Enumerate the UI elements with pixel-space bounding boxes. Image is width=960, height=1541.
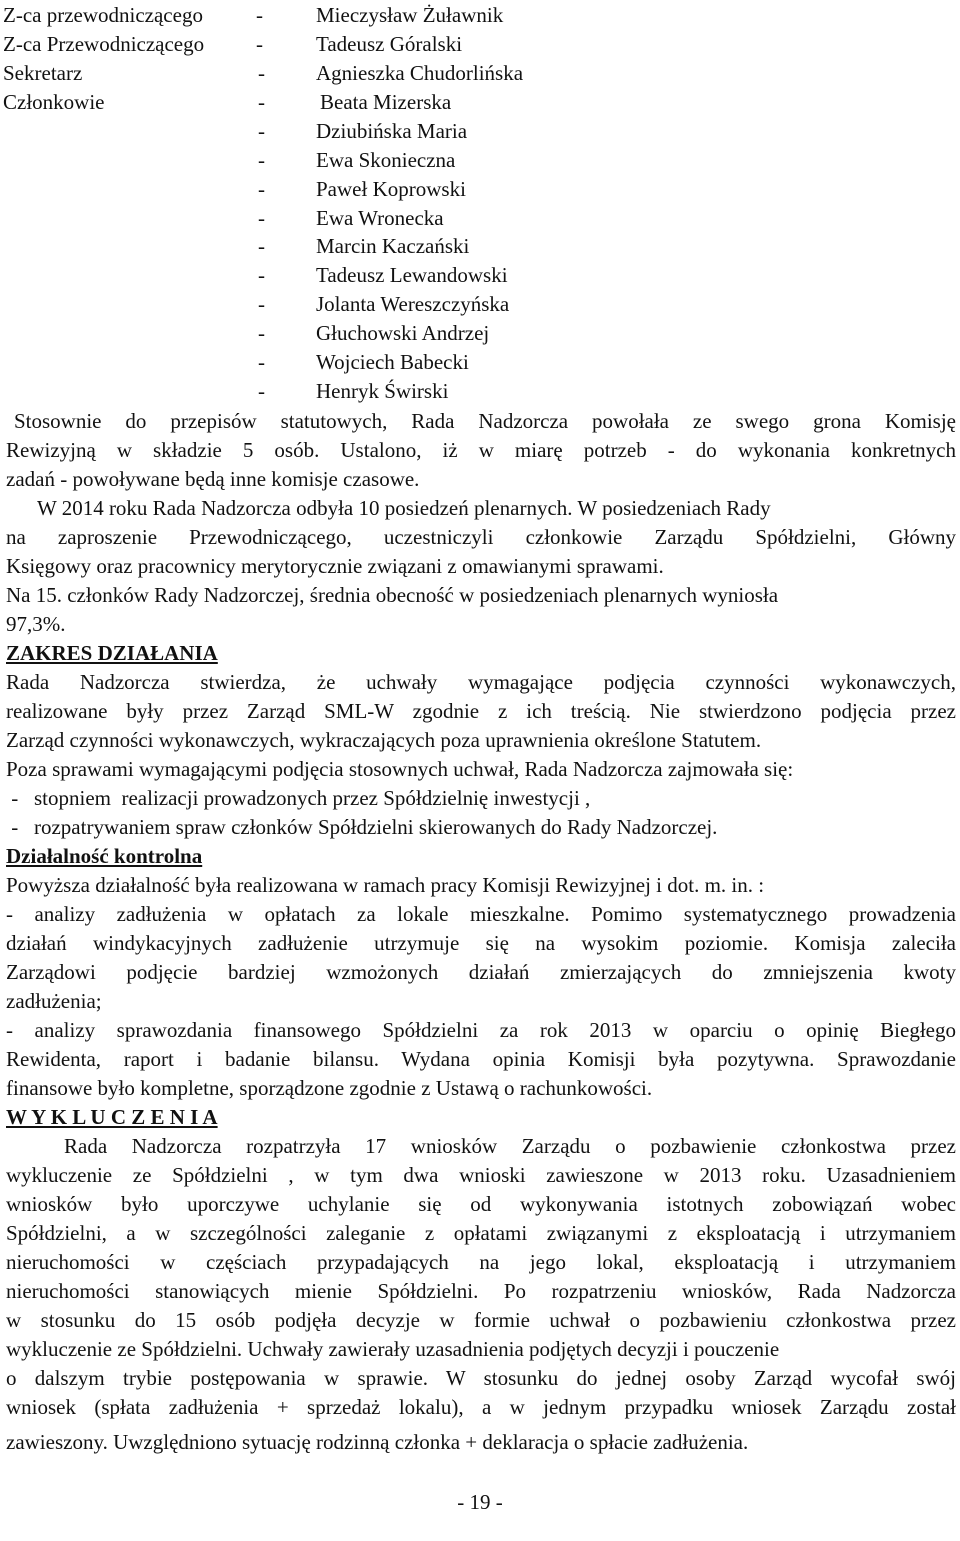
roster-name: Jolanta Wereszczyńska [316,292,510,316]
roster-name: Agnieszka Chudorlińska [316,61,524,85]
roster-role: Sekretarz [3,61,83,85]
text-line: Zarząd czynności wykonawczych, wykraczających poza uprawnienia określone Statutem. [6,728,762,752]
roster-name: Wojciech Babecki [316,350,469,374]
text-line: zadań - powoływane będą inne komisje czasowe. [6,467,420,491]
text-line: 97,3%. [6,612,66,636]
roster-role: Z-ca przewodniczącego [3,3,203,27]
roster-name: Paweł Koprowski [316,177,466,201]
roster-name: Beata Mizerska [320,90,452,114]
list-item: - rozpatrywaniem spraw członków Spółdzielni skierowanych do Rady Nadzorczej. [6,815,718,839]
text-line: Zarządowi podjęcie bardziej wzmożonych działań zmierzających do zmniejszenia kwoty [6,960,956,984]
text-line: wniosków było uporczywe uchylanie się od wykonywania istotnych zobowiązań wobec [6,1192,956,1216]
roster-dash: - [258,321,265,345]
roster-dash: - [258,90,265,114]
text-line: wykluczenie ze Spółdzielni. Uchwały zawierały uzasadnienia podjętych decyzji i pouczenie [6,1337,780,1361]
text-line: działań windykacyjnych zadłużenie utrzymuje się na wysokim poziomie. Komisja zaleciła [6,931,956,955]
roster-name: Głuchowski Andrzej [316,321,490,345]
roster-dash: - [258,263,265,287]
text-line: nieruchomości stanowiących mienie Spółdzielni. Po rozpatrzeniu wniosków, Rada Nadzorcza [6,1279,956,1303]
text-line: Księgowy oraz pracownicy merytorycznie związani z omawianymi sprawami. [6,554,664,578]
section-heading: ZAKRES DZIAŁANIA [6,641,218,665]
text-line: o dalszym trybie postępowania w sprawie. W stosunku do jednej osoby Zarząd wycofał swój [6,1366,956,1390]
page-number: - 19 - [457,1490,503,1514]
text-line: Poza sprawami wymagającymi podjęcia stosownych uchwał, Rada Nadzorcza zajmowała się: [6,757,794,781]
roster-dash: - [256,32,263,56]
roster-dash: - [256,3,263,27]
section-heading: Działalność kontrolna [6,844,203,868]
text-line: Na 15. członków Rady Nadzorczej, średnia obecność w posiedzeniach plenarnych wyniosła [6,583,779,607]
text-line: Rewidenta, raport i badanie bilansu. Wydana opinia Komisji była pozytywna. Sprawozdanie [6,1047,956,1071]
text-line: Rada Nadzorcza rozpatrzyła 17 wniosków Zarządu o pozbawienie członkostwa przez [64,1134,956,1158]
text-line: na zaproszenie Przewodniczącego, uczestniczyli członkowie Zarządu Spółdzielni, Główny [6,525,956,549]
roster-dash: - [258,148,265,172]
roster-dash: - [258,61,265,85]
text-line: - analizy zadłużenia w opłatach za lokale mieszkalne. Pomimo systematycznego prowadzenia [6,902,956,926]
text-line: finansowe było kompletne, sporządzone zgodnie z Ustawą o rachunkowości. [6,1076,653,1100]
roster-dash: - [258,177,265,201]
roster-dash: - [258,379,265,403]
text-line: w stosunku do 15 osób podjęła decyzje w formie uchwał o pozbawieniu członkostwa przez [6,1308,956,1332]
roster-name: Henryk Świrski [316,379,449,403]
roster-name: Marcin Kaczański [316,234,470,258]
text-line: wykluczenie ze Spółdzielni , w tym dwa wnioski zawieszone w 2013 roku. Uzasadnieniem [6,1163,956,1187]
text-line: nieruchomości w częściach przypadających na jego lokal, eksploatacją i utrzymaniem [6,1250,956,1274]
text-line: realizowane były przez Zarząd SML-W zgodnie z ich treścią. Nie stwierdzono podjęcia przez [6,699,956,723]
section-heading: W Y K L U C Z E N I A [6,1105,218,1129]
text-line: zadłużenia; [6,989,102,1013]
text-line: W 2014 roku Rada Nadzorcza odbyła 10 posiedzeń plenarnych. W posiedzeniach Rady [37,496,771,520]
roster-name: Tadeusz Lewandowski [316,263,508,287]
text-line: Rewizyjną w składzie 5 osób. Ustalono, iż w miarę potrzeb - do wykonania konkretnych [6,438,956,462]
roster-dash: - [258,119,265,143]
text-line: Rada Nadzorcza stwierdza, że uchwały wymagające podjęcia czynności wykonawczych, [6,670,956,694]
roster-name: Tadeusz Góralski [316,32,463,56]
roster-name: Ewa Skonieczna [316,148,456,172]
text-line: Spółdzielni, a w szczególności zaleganie z opłatami związanymi z eksploatacją i utrzymaniem [6,1221,956,1245]
text-line: Powyższa działalność była realizowana w ramach pracy Komisji Rewizyjnej i dot. m. in. : [6,873,765,897]
roster-dash: - [258,292,265,316]
roster-name: Mieczysław Żuławnik [316,3,504,27]
roster-dash: - [258,350,265,374]
text-line: - analizy sprawozdania finansowego Spółdzielni za rok 2013 w oparciu o opinię Biegłego [6,1018,956,1042]
roster-role: Członkowie [3,90,105,114]
roster-role: Z-ca Przewodniczącego [3,32,205,56]
text-line: zawieszony. Uwzględniono sytuację rodzinną członka + deklaracja o spłacie zadłużenia. [6,1430,749,1454]
list-item: - stopniem realizacji prowadzonych przez Spółdzielnię inwestycji , [6,786,591,810]
roster-name: Dziubińska Maria [316,119,468,143]
roster-dash: - [258,206,265,230]
text-line: Stosownie do przepisów statutowych, Rada Nadzorcza powołała ze swego grona Komisję [14,409,956,433]
roster-dash: - [258,234,265,258]
roster-name: Ewa Wronecka [316,206,444,230]
text-line: wniosek (spłata zadłużenia + sprzedaż lokalu), a w jednym przypadku wniosek Zarządu został [6,1395,956,1419]
